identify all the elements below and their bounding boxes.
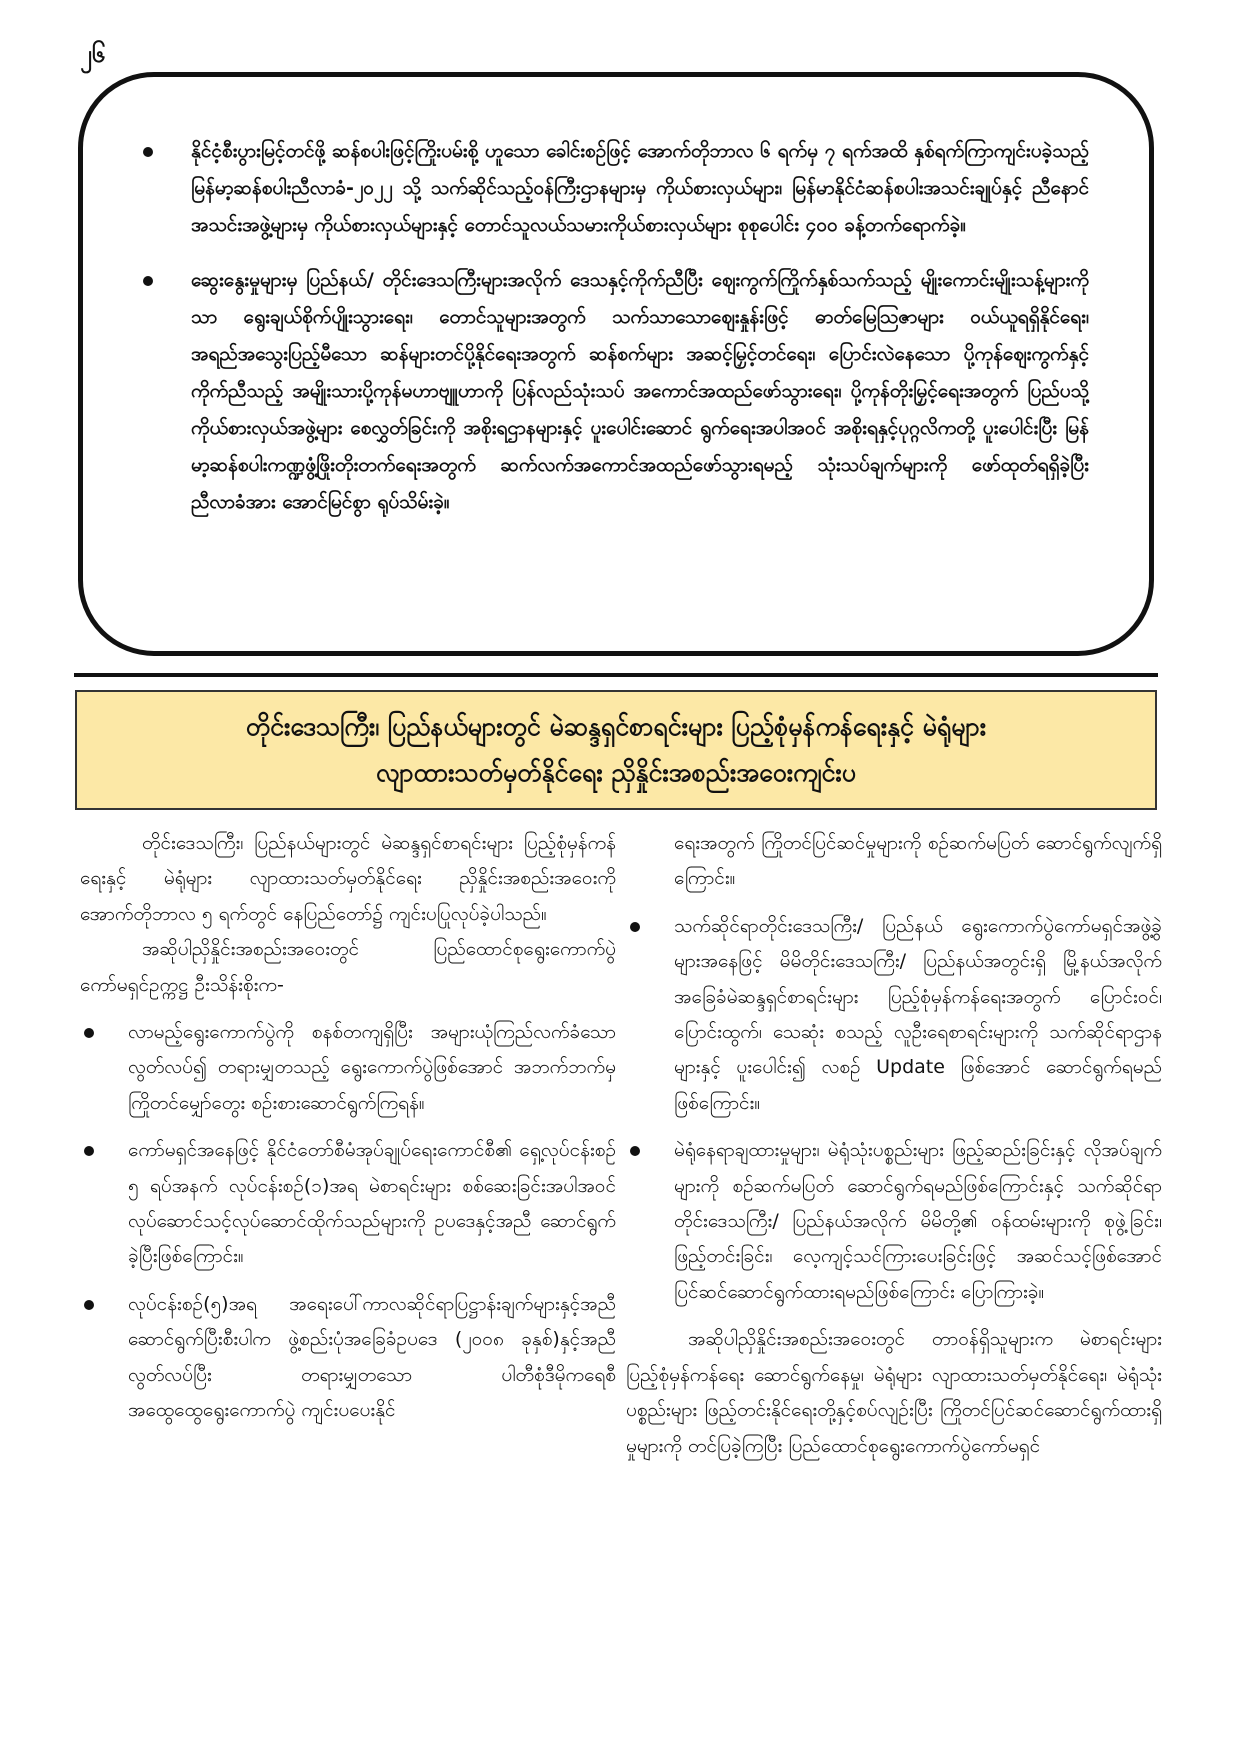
list-item	[626, 1133, 1162, 1310]
list-item-text: လုပ်ငန်းစဉ်(၅)အရ အရေးပေါ်ကာလဆိုင်ရာပြဋ္ဌာန်းချက်များနှင့်အညီ ဆောင်ရွက်ပြီးစီးပါက ဖွဲ့စည်းပုံအခြေခံဥပဒေ (၂၀၀၈ ခုနှစ်)နှင့်အညီ လွတ်လပ်ပြီး တရားမျှတသော ပါတီစုံဒီမိုကရေစီအထွေထွေရွေးကောက်ပွဲ ကျင်းပပေးနိုင်	[128, 1292, 616, 1422]
page-number: ၂၆	[80, 40, 106, 68]
summary-text: ဆွေးနွေးမှုများမှ ပြည်နယ်/ တိုင်းဒေသကြီးများအလိုက် ဒေသနှင့်ကိုက်ညီပြီး ဈေးကွက်ကြိုက်နှစ်သက်သည့် မျိုးကောင်းမျိုးသန့်များကိုသာ ရွေးချယ်စိုက်ပျိုးသွားရေး၊ တောင်သူများအတွက် သက်သာသောဈေးနှုန်းဖြင့် ဓာတ်မြေဩဇာများ ဝယ်ယူရရှိနိုင်ရေး၊ အရည်အသွေးပြည့်မီသော ဆန်များတင်ပို့နိုင်ရေးအတွက် ဆန်စက်များ အဆင့်မြှင့်တင်ရေး၊ ပြောင်းလဲနေသော ပို့ကုန်ဈေးကွက်နှင့် ကိုက်ညီသည့် အမျိုးသားပို့ကုန်မဟာဗျူဟာကို ပြန်လည်သုံးသပ် အကောင်အထည်ဖော်သွားရေး၊ ပို့ကုန်တိုးမြှင့်ရေးအတွက် ပြည်ပသို့ကိုယ်စားလှယ်အဖွဲ့များ စေလွှတ်ခြင်းကို အစိုးရဌာနများနှင့် ပူးပေါင်းဆောင် ရွက်ရေးအပါအဝင် အစိုးရနှင့်ပုဂ္ဂလိကတို့ ပူးပေါင်းပြီး မြန်မာ့ဆန်စပါးကဏ္ဍဖွံ့ဖြိုးတိုးတက်ရေးအတွက် ဆက်လက်အကောင်အထည်ဖော်သွားရမည့် သုံးသပ်ချက်များကို ဖော်ထုတ်ရရှိခဲ့ပြီး ညီလာခံအား အောင်မြင်စွာ ရုပ်သိမ်းခဲ့။	[191, 269, 1089, 513]
list-item	[626, 909, 1162, 1121]
summary-text: နိုင်ငံ့စီးပွားမြင့်တင်ဖို့ ဆန်စပါးဖြင့်ကြိုးပမ်းစို့ ဟူသော ခေါင်းစဉ်ဖြင့် အောက်တိုဘာလ ၆ ရက်မှ ၇ ရက်အထိ နှစ်ရက်ကြာကျင်းပခဲ့သည့် မြန်မာ့ဆန်စပါးညီလာခံ-၂၀၂၂ သို့ သက်ဆိုင်သည့်ဝန်ကြီးဌာနများမှ ကိုယ်စားလှယ်များ၊ မြန်မာနိုင်ငံဆန်စပါးအသင်းချုပ်နှင့် ညီနောင်အသင်းအဖွဲ့များမှ ကိုယ်စားလှယ်များနှင့် တောင်သူလယ်သမားကိုယ်စားလှယ်များ စုစုပေါင်း ၄၀၀ ခန့်တက်ရောက်ခဲ့။	[191, 140, 1089, 236]
list-item-text: လာမည့်ရွေးကောက်ပွဲကို စနစ်တကျရှိပြီး အများယုံကြည်လက်ခံသော လွတ်လပ်၍ တရားမျှတသည့် ရွေးကောက်ပွဲဖြစ်အောင် အဘက်ဘက်မှ ကြိုတင်မျှော်တွေး စဉ်းစားဆောင်ရွက်ကြရန်။	[128, 1021, 616, 1114]
right-column	[626, 826, 1162, 1464]
bullet-dot-icon	[630, 922, 640, 932]
bullet-dot-icon	[84, 1300, 94, 1310]
bullet-dot-icon	[143, 276, 153, 286]
bullet-dot-icon	[143, 147, 153, 157]
bullet-dot-icon	[84, 1146, 94, 1156]
list-item	[80, 1133, 616, 1275]
left-column	[80, 826, 616, 1441]
bullet-dot-icon	[84, 1028, 94, 1038]
body-paragraph: အဆိုပါညှိနှိုင်းအစည်းအဝေးတွင် ပြည်ထောင်စုရွေးကောက်ပွဲကော်မရှင်ဥက္ကဋ္ဌ ဦးသိန်းစိုးက-	[80, 938, 616, 996]
list-item	[80, 1287, 616, 1429]
bullet-list	[626, 909, 1162, 1310]
headline-line-2: လျာထားသတ်မှတ်နိုင်ရေး ညှိနှိုင်းအစည်းအဝေးကျင်းပ	[376, 758, 856, 787]
summary-item	[143, 133, 1089, 244]
section-divider	[74, 673, 1158, 677]
list-item	[80, 1015, 616, 1121]
continued-text: ရေးအတွက် ကြိုတင်ပြင်ဆင်မှုများကို စဉ်ဆက်မပြတ် ဆောင်ရွက်လျက်ရှိကြောင်း။	[674, 832, 1162, 890]
list-item-text: မဲရုံနေရာချထားမှုများ၊ မဲရုံသုံးပစ္စည်းများ ဖြည့်ဆည်းခြင်းနှင့် လိုအပ်ချက်များကို စဉ်ဆက်မပြတ် ဆောင်ရွက်ရမည်ဖြစ်ကြောင်းနှင့် သက်ဆိုင်ရာတိုင်းဒေသကြီး/ ပြည်နယ်အလိုက် မိမိတို့၏ ဝန်ထမ်းများကို စုဖွဲ့ခြင်း၊ ဖြည့်တင်းခြင်း၊ လေ့ကျင့်သင်ကြားပေးခြင်းဖြင့် အဆင်သင့်ဖြစ်အောင် ပြင်ဆင်ဆောင်ရွက်ထားရမည်ဖြစ်ကြောင်း ပြောကြားခဲ့။	[674, 1139, 1162, 1303]
list-item-text: သက်ဆိုင်ရာတိုင်းဒေသကြီး/ ပြည်နယ် ရွေးကောက်ပွဲကော်မရှင်အဖွဲ့ခွဲများအနေဖြင့် မိမိတိုင်းဒေသကြီး/ ပြည်နယ်အတွင်းရှိ မြို့နယ်အလိုက် အခြေခံမဲဆန္ဒရှင်စာရင်းများ ပြည့်စုံမှန်ကန်ရေးအတွက် ပြောင်းဝင်၊ ပြောင်းထွက်၊ သေဆုံး စသည့် လူဦးရေစာရင်းများကို သက်ဆိုင်ရာဌာနများနှင့် ပူးပေါင်း၍ လစဉ် Update ဖြစ်အောင် ဆောင်ရွက်ရမည်ဖြစ်ကြောင်း။	[674, 914, 1162, 1114]
headline-line-1: တိုင်းဒေသကြီး၊ ပြည်နယ်များတွင် မဲဆန္ဒရှင်စာရင်းများ ပြည့်စုံမှန်ကန်ရေးနှင့် မဲရုံများ	[245, 712, 987, 741]
bullet-dot-icon	[630, 1146, 640, 1156]
summary-list	[143, 133, 1089, 521]
summary-item	[143, 262, 1089, 521]
bullet-list	[80, 1015, 616, 1428]
summary-box	[78, 72, 1154, 656]
body-paragraph: တိုင်းဒေသကြီး၊ ပြည်နယ်များတွင် မဲဆန္ဒရှင်စာရင်းများ ပြည့်စုံမှန်ကန်ရေးနှင့် မဲရုံများ လျာထားသတ်မှတ်နိုင်ရေး ညှိနှိုင်းအစည်းအဝေးကို အောက်တိုဘာလ ၅ ရက်တွင် နေပြည်တော်၌ ကျင်းပပြုလုပ်ခဲ့ပါသည်။	[80, 832, 616, 925]
body-paragraph: အဆိုပါညှိနှိုင်းအစည်းအဝေးတွင် တာဝန်ရှိသူများက မဲစာရင်းများ ပြည့်စုံမှန်ကန်ရေး ဆောင်ရွက်နေမှု၊ မဲရုံများ လျာထားသတ်မှတ်နိုင်ရေး၊ မဲရုံသုံးပစ္စည်းများ ဖြည့်တင်းနိုင်ရေးတို့နှင့်စပ်လျဉ်းပြီး ကြိုတင်ပြင်ဆင်ဆောင်ရွက်ထားရှိမှုများကို တင်ပြခဲ့ကြပြီး ပြည်ထောင်စုရွေးကောက်ပွဲကော်မရှင်	[626, 1328, 1162, 1457]
article-headline	[75, 690, 1157, 810]
list-item-text: ကော်မရှင်အနေဖြင့် နိုင်ငံတော်စီမံအုပ်ချုပ်ရေးကောင်စီ၏ ရှေ့လုပ်ငန်းစဉ် ၅ ရပ်အနက် လုပ်ငန်းစဉ်(၁)အရ မဲစာရင်းများ စစ်ဆေးခြင်းအပါအဝင် လုပ်ဆောင်သင့်လုပ်ဆောင်ထိုက်သည်များကို ဥပဒေနှင့်အညီ ဆောင်ရွက်ခဲ့ပြီးဖြစ်ကြောင်း။	[128, 1139, 616, 1268]
